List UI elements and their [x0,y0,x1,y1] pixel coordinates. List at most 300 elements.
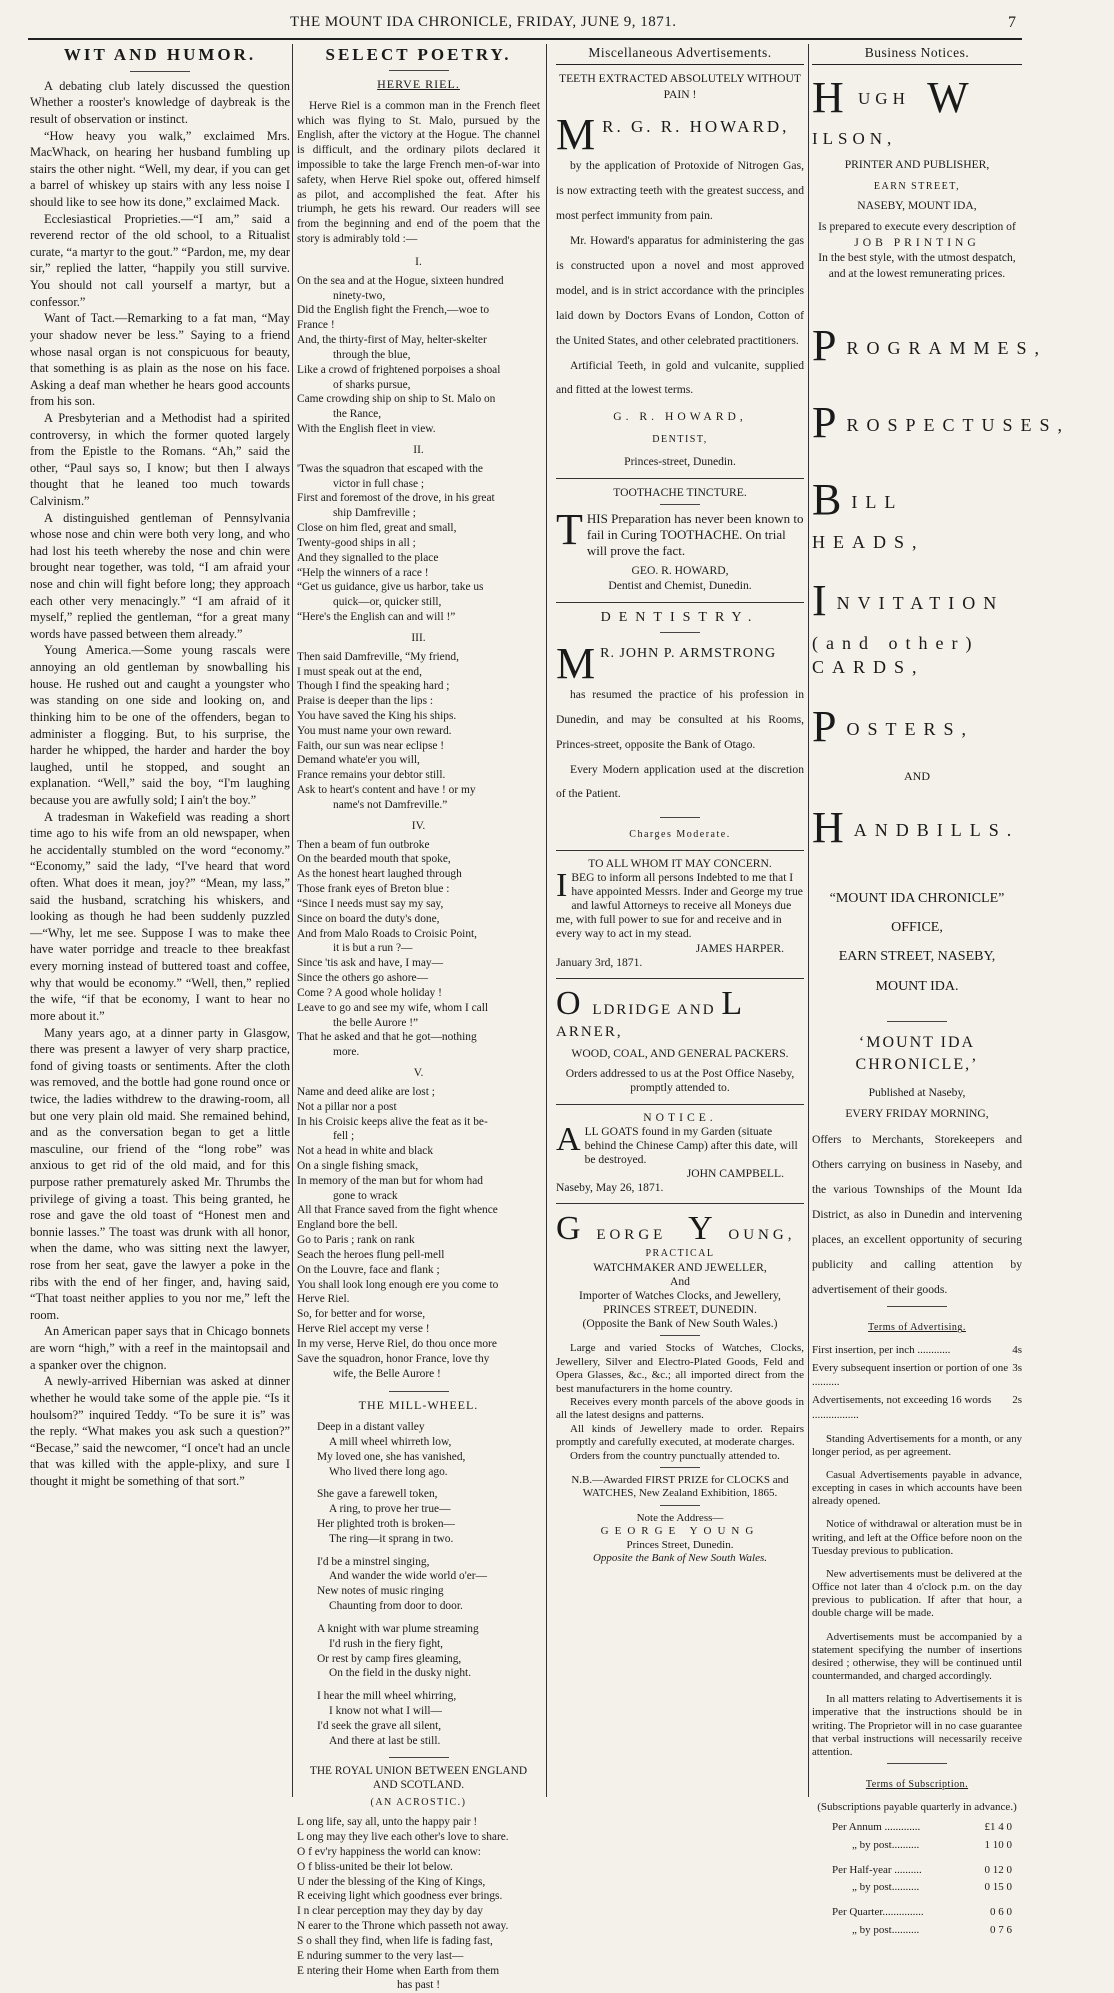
terms-label: „ by post.......... [852,1923,920,1936]
page-number: 7 [1008,14,1016,31]
service-label: ROGRAMMES, [846,338,1048,359]
terms-label: Per Quarter............... [832,1906,924,1919]
poem-line: Go to Paris ; rank on rank [297,1234,415,1247]
poem-line: A mill wheel whirreth low, [329,1435,452,1448]
poem-line: I'd seek the grave all silent, [317,1719,442,1732]
terms-note: Standing Advertisements for a month, or any longer period, as per agreement. [812,1432,1022,1458]
poem-line: Chaunting from door to door. [329,1600,463,1613]
joke-paragraph: Many years ago, at a dinner party in Glasgow, there was present a lawyer of very sharp practice, fond of giving toasts or sentiments. After the cloth was removed, and the bottle had gone round once or twice, the ladies withdrew to the drawing-room, all but one very plain old maid. She remained behind, and as the conversation began to get a little masculine, our friend of the “long robe” was anxious to get rid of the old maid, and for this purpose rather prematurely asked Mr. Thrumbs the privilege of giving a toast. This being granted, he rose and gave the old toast of “Honest men and bonnie lasses.” The toast was drunk with all honor, when the dame, who was sitting next the lawyer, rose from her seat, gave the lawyer a poke in the ribs with the end of her finger, and, having said, “That toast neither applies to you nor me,” left the room. [30,1025,290,1322]
poem-line: 'Twas the squadron that escaped with the [297,462,483,475]
service-label: ILL HEADS, [812,492,925,553]
poem-line: Herve Riel accept my verse ! [297,1323,430,1336]
drop-cap: A [556,1120,581,1158]
poem-line: Name and deed alike are lost ; [297,1085,435,1098]
misc-adverts-column [556,44,804,1797]
poem-line: You have saved the King his ships. [297,709,457,722]
ad-name: R. G. R. HOWARD, [602,117,790,137]
poem-line: “Since I needs must say my say, [297,897,444,910]
terms-value: 2s [1012,1394,1022,1407]
service-item [812,394,1071,453]
poem-line: France remains your debtor still. [297,769,446,782]
poem-line: Praise is deeper than the lips : [297,695,434,708]
divider [389,1391,449,1392]
poem-line: With the English fleet in view. [297,423,436,436]
terms-label: First insertion, per inch ............ [812,1343,951,1356]
ad-body [556,1342,804,1463]
poem-line: France ! [297,319,335,332]
service-item [812,799,1022,858]
ad-paragraph: Orders from the country punctually attended to. [570,1449,780,1462]
ad-title: PRINTER AND PUBLISHER, [844,157,990,171]
poem-line: I'd be a minstrel singing, [317,1555,430,1568]
tincture-advert [556,479,804,603]
poem-line: And wander the wide world o'er— [329,1570,487,1583]
poem-line: wife, the Belle Aurore ! [333,1367,441,1380]
terms-label: „ by post.......... [852,1881,920,1894]
poem-line: A ring, to prove her true— [329,1503,451,1516]
poem-title: HERVE RIEL. [377,77,460,92]
ad-award: N.B.—Awarded FIRST PRIZE for CLOCKS and WATCHES, New Zealand Exhibition, 1865. [571,1473,789,1500]
drop-cap: B [812,475,842,525]
terms-label: „ by post.......... [852,1838,920,1851]
drop-cap: I [556,866,568,904]
chronicle-every: EVERY FRIDAY MORNING, [845,1107,989,1121]
ad-signature-title: Dentist and Chemist, Dunedin. [608,579,752,593]
poem-line: N earer to the Throne which passeth not away. [297,1920,509,1933]
column-divider [546,44,547,1797]
ad-paragraph: Every Modern application used at the discretion of the Patient. [556,762,804,801]
divider [660,504,700,505]
poem-line: fell ; [333,1130,355,1143]
ad-footer: Charges Moderate. [629,829,731,841]
poem-line: Ask to heart's content and have ! or my [297,784,476,797]
poem-line: ninety-two, [333,289,386,302]
joke-paragraph: A Presbyterian and a Methodist had a spirited controversy, in which the former quoted largely from the Epistle to the Romans. “Ah,” said the other, “Paul says so, I know; but then I always thought that he leaned too much towards Calvinism.” [30,410,290,508]
terms-note: Advertisements must be accompanied by a statement specifying the number of insertions desired ; otherwise, they will be continued until countermanded, and charged accordingly. [812,1630,1022,1683]
teeth-advert [556,65,804,479]
ad-name: ARNER, [556,1023,623,1040]
drop-cap: P [812,701,837,751]
drop-cap: T [556,505,583,555]
ad-date: Naseby, May 26, 1871. [556,1181,664,1195]
terms-note: New advertisements must be delivered at the Office not later than 4 o'clock p.m. on the day previous to publication. If after that hour, a double charge will be made. [812,1567,1022,1620]
ad-paragraph: Large and varied Stocks of Watches, Clocks, Jewellery, Silver and Electro-Plated Goods, Feld and Opera Glasses, &c., &c.; all imported direct from the best manufacturers in the home country. [556,1342,804,1395]
ad-street: EARN STREET, [873,181,961,193]
terms-note: Notice of withdrawal or alteration must be in writing, and left at the Office before noon on the Tuesday previous to publication. [812,1518,1022,1557]
terms-row [812,1361,1022,1390]
stanza [297,1487,540,1546]
poem-line: ship Damfreville ; [333,507,416,520]
terms-value: 3s [1012,1361,1022,1374]
service-item [812,698,1022,757]
poem-line: Not a head in white and black [297,1145,434,1158]
divider [389,70,449,71]
poetry-column [297,44,540,1992]
poem-line: R eceiving light which goodness ever brings. [297,1890,503,1903]
poem-intro: Herve Riel is a common man in the French fleet which was flying to St. Malo, pursued by the English, after the victory at the Hogue. The channel is difficult, and the ordinary pilots declared it impossible to take the large French men-of-war into safety, when Herve Riel spoke out, offered himself as pilot, and accomplished the feat. After his triumph, he gets his reward. Our readers will see from the beginning and end of the poem that the story is admirably told :— [297,99,540,246]
ad-name: ILSON, [812,129,897,149]
ad-paragraph: Receives every month parcels of the above goods in all the latest designs and patterns. [556,1395,804,1422]
ad-text: Is prepared to execute every description of [818,220,1016,234]
drop-cap: H [812,802,844,852]
ad-headline: DENTISTRY. [600,609,760,625]
ad-name: OUNG, [728,1227,796,1244]
stanza-number: V. [413,1067,424,1080]
poem-line: On a single fishing smack, [297,1160,419,1172]
terms-row [812,1905,1022,1920]
poem-line: Her plighted troth is broken— [317,1517,455,1530]
section-heading: SELECT POETRY. [325,45,512,64]
terms-row [812,1820,1022,1835]
ad-text: Note the Address— [636,1511,724,1524]
poem-line: E nduring summer to the very last— [297,1949,464,1962]
poem-line: it is but a run ?— [333,942,413,955]
poem-line: Not a pillar nor a post [297,1100,397,1113]
terms-row [812,1343,1022,1358]
office-block [812,884,1022,1002]
joke-paragraph: A debating club lately discussed the question Whether a rooster's knowledge of daybreak is the result of observation or instinct. [30,78,290,126]
ad-paragraph: Mr. Howard's apparatus for administering the gas is constructed upon a novel and most approved model, and is in strict accordance with the principles laid down by Doctors Evans of London, Cotton of the United States, and other celebrated practitioners. [556,233,804,347]
stanza-number: III. [411,631,426,644]
poem-line: The ring—it sprang in two. [329,1532,454,1545]
stanza [297,462,540,625]
section-heading: Miscellaneous Advertisements. [556,44,804,65]
poem-line: O f bliss-united be their lot below. [297,1860,453,1873]
masthead [0,0,1114,42]
service-label: OSTERS, [846,718,975,739]
divider [887,1763,947,1764]
poem-line: Faith, our sun was near eclipse ! [297,739,445,752]
ad-trade: WOOD, COAL, AND GENERAL PACKERS. [571,1047,789,1061]
drop-cap: O [556,984,583,1022]
column-divider [808,44,809,1797]
terms-row [812,1863,1022,1878]
advertising-terms-title: Terms of Advertising. [868,1322,966,1334]
chronicle-published: Published at Naseby, [868,1085,966,1099]
ad-signature: JOHN CAMPBELL. [686,1167,784,1181]
ad-body [556,154,804,403]
poem-line: Though I find the speaking hard ; [297,680,450,693]
wilson-advert [812,69,1022,281]
drop-cap: L [721,984,745,1022]
poem-line: Demand whate'er you will, [297,754,420,767]
poem-line: I n clear perception may they day by day [297,1905,483,1918]
poem-title: THE MILL-WHEEL. [358,1398,479,1413]
poem-line: gone to wrack [333,1189,398,1202]
ad-text: Opposite the Bank of New South Wales. [592,1552,768,1564]
poem-line: “Help the winners of a race ! [297,566,429,579]
terms-label: Every subsequent insertion or portion of one .......... [812,1361,1009,1389]
poem-line: And from Malo Roads to Croisic Point, [297,927,478,940]
ad-headline: TEETH EXTRACTED ABSOLUTELY WITHOUT PAIN ! [559,72,801,101]
ad-signature-title: DENTIST, [652,433,708,445]
divider [887,1306,947,1307]
office-line: OFFICE, [891,919,943,935]
poem-line: Those frank eyes of Breton blue : [297,883,450,896]
poem-line: First and foremost of the drove, in his great [297,492,495,505]
chronicle-title: ‘MOUNT IDA CHRONICLE,’ [855,1034,979,1073]
wit-humor-column [30,44,290,1797]
poem-line: quick—or, quicker still, [333,596,442,609]
service-label: ANDBILLS. [853,819,1020,840]
jokes-list [30,78,290,1490]
poem-line: Or rest by camp fires gleaming, [317,1652,462,1665]
service-item [812,572,1022,679]
poem-line: Close on him fled, great and small, [297,522,457,535]
poem-line: U nder the blessing of the King of Kings, [297,1875,486,1888]
poem-body [297,255,540,1381]
ad-name: LDRIDGE AND [592,1001,716,1018]
subscription-note: (Subscriptions payable quarterly in advance.) [817,1800,1017,1813]
poem-line: Since on board the duty's done, [297,912,440,925]
poem-line: On the field in the dusky night. [329,1667,472,1680]
poem-line: L ong life, say all, unto the happy pair ! [297,1816,478,1829]
poem-line: On the sea and at the Hogue, sixteen hundred [297,274,504,287]
divider [660,632,700,633]
divider [660,1467,700,1468]
office-line: MOUNT IDA. [875,978,959,994]
poem-line: Since 'tis ask and have, I may— [297,957,443,970]
subscription-terms-title: Terms of Subscription. [865,1779,969,1791]
ad-name: EORGE [596,1227,667,1244]
poem-line: In memory of the man but for whom had [297,1174,484,1187]
stanza [297,1689,540,1748]
poem-line: victor in full chase ; [333,477,425,490]
newspaper-title: THE MOUNT IDA CHRONICLE, FRIDAY, JUNE 9, 1871. [290,14,677,30]
poem-line: more. [333,1046,360,1059]
poem-line: has past ! [396,1979,441,1992]
divider [887,1021,947,1022]
divider [130,71,190,72]
poem-line: And, the thirty-first of May, helter-skelter [297,334,487,347]
poem-line: Came crowding ship on ship to St. Malo on [297,393,496,406]
drop-cap: I [812,576,827,626]
ad-paragraph: by the application of Protoxide of Nitrogen Gas, is now extracting teeth with the greatest success, and most perfect immunity from pain. [556,159,804,222]
stanza [297,1622,540,1681]
ad-paragraph: has resumed the practice of his profession in Dunedin, and may be consulted at his Rooms, Princes-street, opposite the Bank of Otago. [556,687,804,751]
service-label: AND [904,769,930,784]
joke-paragraph: “How heavy you walk,” exclaimed Mrs. MacWhack, on hearing her husband fumbling up stairs the other night. “Well, my dear, if you can get a barrel of whiskey up stairs with any less noise I should like to see how its done,” exclaimed Mack. [30,128,290,210]
ad-trade: WATCHMAKER AND JEWELLER, [593,1260,767,1274]
joke-paragraph: Ecclesiastical Proprieties.—“I am,” said a reverend rector of the old school, to a Ritualist curate, “a martyr to the gout.” “Pardon, me, my dear sir,” replied the latter, “happily you still survive. You should not call yourself a martyr, but a confessor.” [30,211,290,309]
terms-label: Per Annum ............. [832,1821,921,1834]
terms-value: 0 15 0 [984,1881,1012,1894]
stanza-number: I. [415,255,422,268]
poem-line: Like a crowd of frightened porpoises a shoal [297,363,501,376]
poem-line: On the Louvre, face and flank ; [297,1263,440,1276]
ad-paragraph: Artificial Teeth, in gold and vulcanite, supplied and fitted at the lowest terms. [556,358,804,397]
poem-line: You must name your own reward. [297,724,452,737]
joke-paragraph: A tradesman in Wakefield was reading a short time ago to his wife from an old newspaper, when he accidentally stumbled on the word “economy.” “Economy,” said the lady, “I've heard that word often. What does it mean, joy?” “Mean, my lass,” said the husband, scratching his whiskers, and looking as though he had been suddenly puzzled—“Why, let me see. Suppose I was to make thee have water porridge and treacle to thee breakfast every morning instead of buttered toast and coffee, why that would be economy.” “Well, then,” replied the wife, “if that be economy, I want to hear no more about it.” [30,809,290,1023]
poem-line: I must speak out at the end, [297,665,422,678]
drop-cap: P [812,398,837,448]
concern-advert [556,851,804,979]
ad-body: HIS Preparation has never been known to fail in Curing TOOTHACHE. On trial will prove the fact. [586,511,804,559]
ad-signature: JAMES HARPER. [695,941,784,955]
stanza [297,274,540,437]
ad-body: LL GOATS found in my Garden (situate behind the Chinese Camp) after this date, will be destroyed. [584,1124,798,1166]
joke-paragraph: A newly-arrived Hibernian was asked at dinner whether he would take some of the apple pie. “Is it houlsom?” inquired Teddy. “To be sure it is” was the reply. “What makes you ask such a question?” “Becase,” said the newcomer, “I once't had an uncle that was killed with the apple-plixy, and sure I thought it might be something of that sort.” [30,1374,290,1488]
ad-signature: GEO. R. HOWARD, [631,563,729,577]
ad-text: In the best style, with the utmost despatch, and at the lowest remunerating prices. [818,251,1016,280]
oldridge-advert [556,979,804,1105]
poem-line: Herve Riel. [297,1293,350,1306]
poem-line: S o shall they find, when life is fading fast, [297,1934,493,1947]
ad-text: JOB PRINTING [854,235,980,249]
service-label: ROSPECTUSES, [846,415,1071,436]
poem-line: England bore the bell. [297,1219,398,1232]
ad-name: R. JOHN P. ARMSTRONG [600,645,777,661]
ad-body [556,683,804,808]
poem-body [297,1420,540,1749]
poem-line: I hear the mill wheel whirring, [317,1690,457,1703]
divider [660,1335,700,1336]
ad-text: Princes Street, Dunedin. [626,1538,734,1551]
business-notices-column [812,44,1071,1936]
poem-line: Save the squadron, honor France, love thy [297,1352,490,1365]
terms-value: 4s [1012,1343,1022,1356]
poem-line: L ong may they live each other's love to share. [297,1831,509,1844]
drop-cap: G [556,1210,585,1248]
advertising-terms-table [812,1343,1022,1423]
masthead-rule [28,38,1022,40]
ad-text: And [670,1274,690,1288]
ad-text: GEORGE YOUNG [600,1525,760,1538]
stanza-number: II. [413,443,424,456]
ad-town: NASEBY, MOUNT IDA, [857,198,977,212]
terms-value: 1 10 0 [984,1838,1012,1851]
poem-line: of sharks pursue, [333,378,411,391]
joke-paragraph: A distinguished gentleman of Pennsylvania whose nose and chin were both very long, and who had lost his teeth whereby the nose and chin were brought near together, was told, “I am afraid your nose and chin will fight before long; they approach each other very menacingly.” “I am afraid of it myself,” replied the gentleman, “for a great many words have passed between them already.” [30,510,290,641]
drop-cap: Y [688,1210,717,1248]
subscription-terms-table [812,1820,1022,1937]
terms-value: £1 4 0 [984,1821,1012,1834]
drop-cap: H [812,73,849,123]
poem-line: On the bearded mouth that spoke, [297,853,451,866]
ad-text: Importer of Watches Clocks, and Jewellery, PRINCES STREET, DUNEDIN. [579,1288,781,1317]
poem-line: I know not what I will— [329,1705,442,1718]
stanza [297,1085,540,1382]
poem-body [297,1815,540,1993]
stanza-number: IV. [411,819,426,832]
poem-line: Then a beam of fun outbroke [297,838,430,851]
ad-headline: TO ALL WHOM IT MAY CONCERN. [588,856,772,870]
poem-line: the Rance, [333,408,382,421]
poem-line: And there at last be still. [329,1734,441,1747]
poem-line: Deep in a distant valley [317,1421,425,1434]
ad-date: January 3rd, 1871. [556,955,643,969]
poem-line: Leave to go and see my wife, whom I call [297,1001,489,1014]
poem-line: through the blue, [333,348,411,361]
drop-cap: W [927,73,974,123]
poem-line: name's not Damfreville.” [333,798,448,811]
terms-note: In all matters relating to Advertisements it is imperative that the instructions should be in writing. The Proprietor will in no case guarantee that verbal instructions will necessarily receive attention. [812,1693,1022,1758]
divider [660,1505,700,1506]
section-heading: WIT AND HUMOR. [63,45,257,64]
ad-body: Orders addressed to us at the Post Office Naseby, promptly attended to. [565,1067,795,1095]
poem-title: THE ROYAL UNION BETWEEN ENGLAND AND SCOTLAND. [309,1764,528,1792]
ad-subtitle: PRACTICAL [645,1248,715,1260]
poem-line: She gave a farewell token, [317,1488,438,1501]
poem-line: And they signalled to the place [297,551,439,564]
divider [660,817,700,818]
ad-name: UGH [858,89,910,109]
poem-line: I'd rush in the fiery fight, [329,1637,444,1650]
service-item [812,317,1048,376]
poem-line: “Here's the English can and will !” [297,611,456,624]
poem-line: Did the English fight the French,—woe to [297,304,490,317]
terms-note: Casual Advertisements payable in advance, excepting in cases in which accounts have been already opened. [812,1468,1022,1508]
stanza [297,1420,540,1479]
dentistry-advert [556,603,804,851]
drop-cap: P [812,321,837,371]
printing-services-list [812,317,1071,857]
section-heading: Business Notices. [812,44,1022,65]
drop-cap: M [556,110,599,160]
chronicle-offer: Offers to Merchants, Storekeepers and Others carrying on business in Naseby, and the various Townships of the Mount Ida District, as also in Dunedin and intervening places, an excellent opportunity of securing publicity and calling attention by advertisement of their goods. [812,1133,1022,1296]
poem-line: That he asked and that he got—nothing [297,1031,477,1044]
poem-line: So, for better and for worse, [297,1308,426,1321]
goats-notice [556,1105,804,1205]
terms-row [812,1880,1022,1895]
service-label: NVITATION (and other) CARDS, [812,593,1005,678]
terms-row [812,1923,1022,1938]
poem-line: As the honest heart laughed through [297,868,462,881]
poem-line: Then said Damfreville, “My friend, [297,650,459,663]
office-line: “MOUNT IDA CHRONICLE” [829,890,1005,906]
ad-body: BEG to inform all persons Indebted to me that I have appointed Messrs. Inder and George my true and lawful Attorneys to receive all Moneys due me, with full power to sue for and receive and in every way to act in my stead. [556,870,803,941]
poem-line: E ntering their Home when Earth from them [297,1964,500,1977]
terms-label: Per Half-year .......... [832,1863,922,1876]
terms-row [812,1838,1022,1853]
terms-value: 0 12 0 [984,1863,1012,1876]
joke-paragraph: Young America.—Some young rascals were annoying an old gentleman by snowballing his house. He rushed out and caught a youngster who was standing on one side and looking on, and thinking him to be one of the offenders, began to administer a flogging. But, to his surprise, the harder he whipped, the harder and harder the boy laughed, until he stopped, and sought an explanation. “Well,” said the boy, “I'm laughing because you are awfully sold; I ain't the boy.” [30,643,290,807]
ad-headline: TOOTHACHE TINCTURE. [613,485,747,499]
poem-line: In my verse, Herve Riel, do thou once more [297,1337,497,1350]
divider [389,1757,449,1758]
drop-cap: M [556,638,597,688]
terms-row [812,1393,1022,1422]
stanza [297,1555,540,1614]
poem-line: A knight with war plume streaming [317,1622,479,1635]
advertising-terms-notes [812,1433,1022,1760]
poem-subtitle: (AN ACROSTIC.) [370,1797,467,1809]
service-item [812,471,1022,554]
stanza [297,838,540,1060]
poem-line: Who lived there long ago. [329,1465,448,1478]
poem-line: Come ? A good whole holiday ! [297,986,442,999]
poem-line: You shall look long enough ere you come to [297,1278,499,1291]
service-item [812,768,1022,784]
poem-line: In his Croisic keeps alive the feat as it be- [297,1115,488,1128]
poem-line: Twenty-good ships in all ; [297,536,416,549]
poem-line: All that France saved from the fight whence [297,1204,498,1217]
office-line: EARN STREET, NASEBY, [838,949,996,965]
ad-signature: G. R. HOWARD, [613,410,747,424]
ad-address: Princes-street, Dunedin. [624,455,736,469]
poem-line: O f ev'ry happiness the world can know: [297,1845,481,1858]
stanza [297,650,540,813]
terms-label: Advertisements, not exceeding 16 words ................. [812,1394,992,1421]
poem-line: Since the others go ashore— [297,972,428,985]
joke-paragraph: An American paper says that in Chicago bonnets are worn “high,” with a reef in the maintopsail and a spanker over the chignon. [30,1324,290,1372]
ad-paragraph: All kinds of Jewellery made to order. Repairs promptly and carefully executed, at moderate charges. [556,1422,804,1449]
poem-line: the belle Aurore !” [333,1016,419,1029]
joke-paragraph: Want of Tact.—Remarking to a fat man, “May your shadow never be less.” Saying to a friend whose nasal organ is not conspicuous for beauty, that something is as plain as the nose on his face. Asking a deaf man whether he hears good accounts from his son. [30,311,290,409]
poem-line: “Get us guidance, give us harbor, take us [297,581,484,594]
column-divider [292,44,293,1797]
george-young-advert [556,1204,804,1573]
